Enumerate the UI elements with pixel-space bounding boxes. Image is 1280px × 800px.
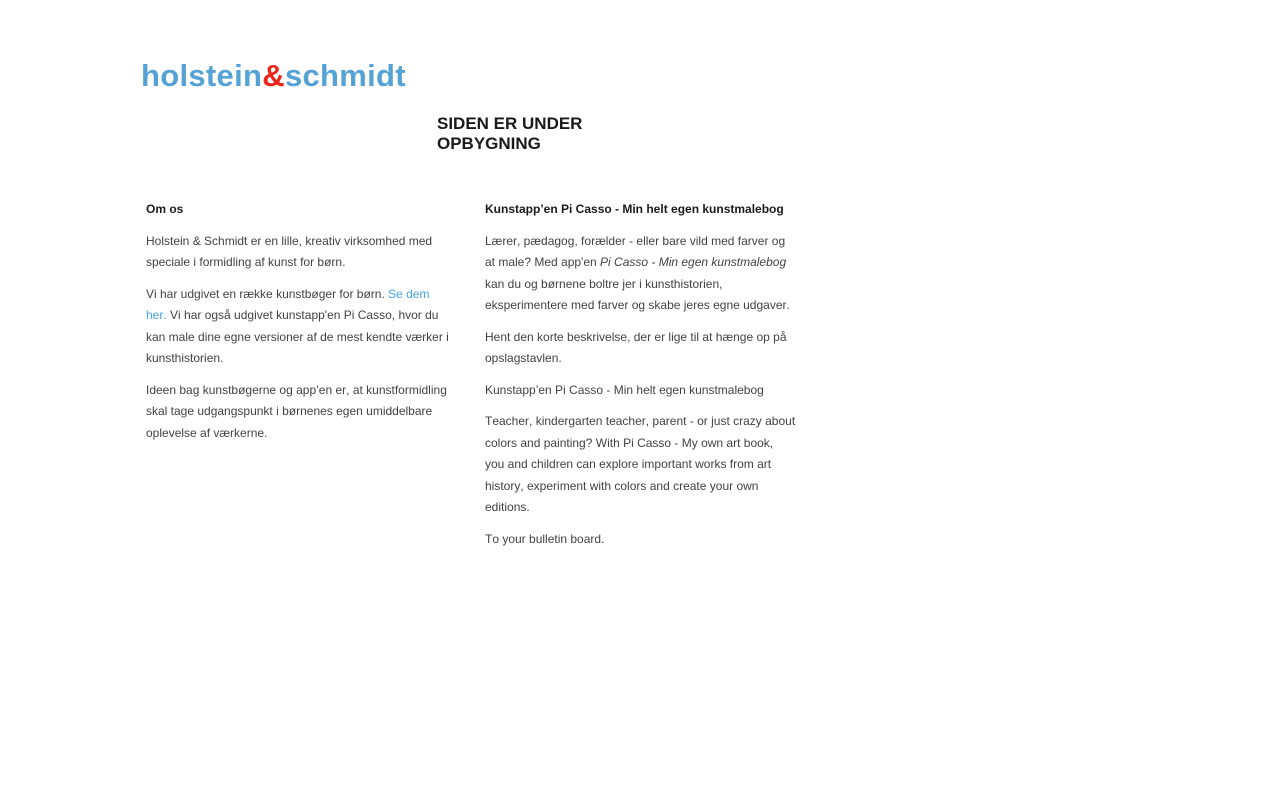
about-paragraph-3: Ideen bag kunstbøgerne og app’en er, at kunstformidling skal tage udgangspunkt i børnenes egen umiddelbare oplevelse af værkerne. [146,382,447,440]
about-paragraph-1: Holstein & Schmidt er en lille, kreativ virksomhed med speciale i formidling af kunst for børn. [146,233,433,269]
logo-text-holstein: holstein [141,58,263,93]
app-paragraph-2: Hent den korte beskrivelse, der er lige til at hænge op på opslagstavlen. [485,329,787,365]
app-heading: Kunstapp’en Pi Casso - Min helt egen kunstmalebog [485,202,784,216]
se-dem-her-link[interactable]: Se dem her. [146,286,430,322]
app-paragraph-1-post: kan du og børnene boltre jer i kunsthistorien, eksperimentere med farver og skabe jeres egne udgaver. [485,276,790,312]
logo-text-schmidt: schmidt [284,58,406,93]
about-heading: Om os [146,202,184,216]
about-section [146,199,450,560]
about-paragraph-2-post: Vi har også udgivet kunstapp'en Pi Casso, hvor du kan male dine egne versioner af de mest kendte værker i kunsthistorien. [146,308,449,365]
app-paragraph-4-english: Teacher, kindergarten teacher, parent - or just crazy about colors and painting? With Pi Casso - My own art book, you and children can explore important works from art history, experiment with colors and create your own editions. [485,414,796,514]
site-logo[interactable] [141,58,406,94]
app-paragraph-5-english: To your bulletin board. [485,531,605,546]
under-construction-heading: SIDEN ER UNDER OPBYGNING [437,114,583,153]
app-paragraph-1-pre: Lærer, pædagog, forælder - eller bare vild med farver og at male? Med app'en [485,233,786,269]
app-paragraph-3: Kunstapp’en Pi Casso - Min helt egen kunstmalebog [485,382,764,397]
about-paragraph-2 [146,284,450,370]
content-columns [146,199,796,560]
app-section [485,199,796,560]
app-paragraph-1 [485,231,796,317]
app-title-italic: Pi Casso - Min egen kunstmalebog [600,255,787,269]
about-paragraph-2-pre: Vi har udgivet en række kunstbøger for børn. [146,286,389,301]
logo-ampersand: & [262,58,285,93]
